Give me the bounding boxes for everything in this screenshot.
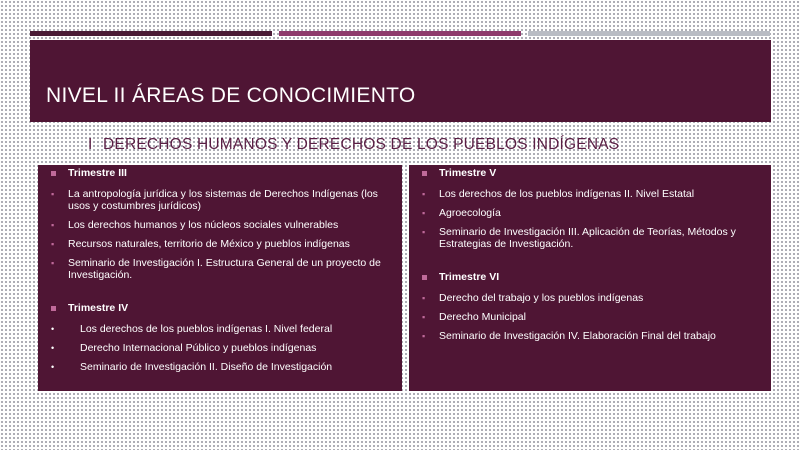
dot-bullet-icon: • [51,362,55,372]
item-text: Seminario de Investigación I. Estructura General de un proyecto de Investigación. [68,257,381,281]
heading-text: Trimestre IV [68,302,129,314]
bullet-icon: ▪ [422,227,426,237]
list-item [48,219,388,231]
bullet-icon: ▪ [51,220,55,230]
header-stripe-magenta [279,31,521,36]
square-bullet-icon [422,275,427,280]
title-bar [30,40,771,122]
item-text: Recursos naturales, territorio de México y pueblos indígenas [68,238,350,250]
list-item [48,361,388,373]
section-heading [48,167,388,179]
item-text: Seminario de Investigación III. Aplicación de Teorías, Métodos y Estrategias de Investigación. [439,226,736,250]
item-text: Los derechos de los pueblos indígenas I. Nivel federal [80,323,333,335]
bullet-icon: ▪ [51,189,55,199]
list-item [48,188,388,212]
header-stripe-gray [528,31,770,36]
item-text: Seminario de Investigación IV. Elaboración Final del trabajo [439,330,716,342]
section-heading [419,271,757,283]
list-item [419,188,757,200]
list-item [48,238,388,250]
bullet-icon: ▪ [51,239,55,249]
item-text: Agroecología [439,207,501,219]
list [419,188,757,250]
subtitle [88,136,619,154]
spacer [48,288,388,302]
heading-text: Trimestre VI [439,271,500,283]
item-text: Seminario de Investigación II. Diseño de Investigación [80,361,333,373]
list [48,188,388,281]
list-item [419,292,757,304]
page-title: NIVEL II ÁREAS DE CONOCIMIENTO [46,84,416,107]
list-item [419,311,757,323]
list-item [48,342,388,354]
bullet-icon: ▪ [422,331,426,341]
square-bullet-icon [51,306,56,311]
dot-bullet-icon: • [51,324,55,334]
heading-text: Trimestre V [439,167,497,179]
square-bullet-icon [51,171,56,176]
left-panel [38,165,402,391]
list [48,323,388,373]
heading-text: Trimestre III [68,167,127,179]
item-text: Derecho Internacional Público y pueblos indígenas [80,342,317,354]
bullet-icon: ▪ [422,293,426,303]
section-heading [419,167,757,179]
subtitle-number: I [88,136,93,153]
bullet-icon: ▪ [422,208,426,218]
item-text: Derecho Municipal [439,311,526,323]
list [419,292,757,342]
header-stripe-dark [30,31,272,36]
bullet-icon: ▪ [51,258,55,268]
dot-bullet-icon: • [51,343,55,353]
list-item [48,257,388,281]
subtitle-text: DERECHOS HUMANOS Y DERECHOS DE LOS PUEBLOS INDÍGENAS [103,136,620,153]
list-item [48,323,388,335]
item-text: Los derechos de los pueblos indígenas II. Nivel Estatal [439,188,695,200]
bullet-icon: ▪ [422,189,426,199]
list-item [419,330,757,342]
list-item [419,226,757,250]
item-text: Derecho del trabajo y los pueblos indígenas [439,292,644,304]
list-item [419,207,757,219]
section-heading [48,302,388,314]
item-text: La antropología jurídica y los sistemas de Derechos Indígenas (los usos y costumbres jurídicos) [68,188,378,212]
right-panel [409,165,771,391]
square-bullet-icon [422,171,427,176]
item-text: Los derechos humanos y los núcleos sociales vulnerables [68,219,339,231]
bullet-icon: ▪ [422,312,426,322]
spacer [419,257,757,271]
